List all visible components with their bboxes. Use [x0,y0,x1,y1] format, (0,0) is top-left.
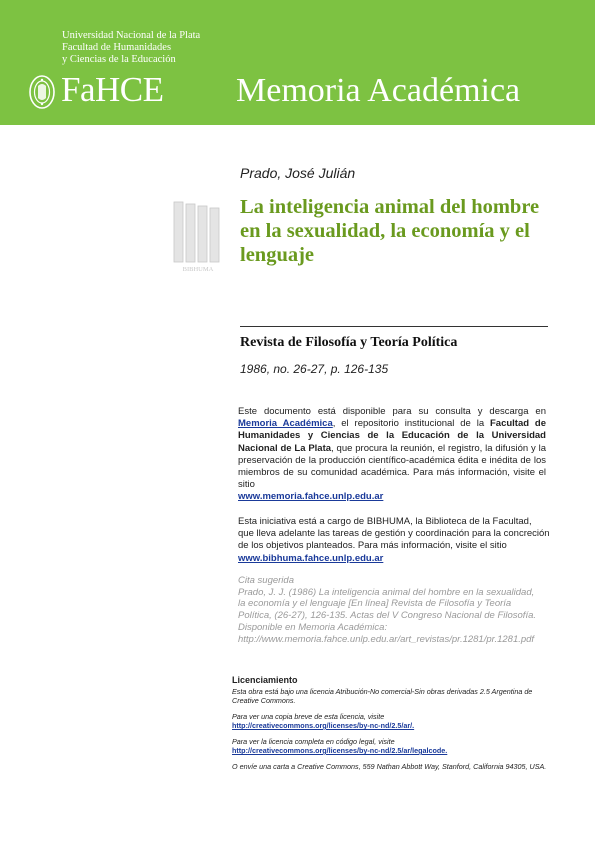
license-section [232,676,552,771]
faculty-name: Facultad de Humanidades y Ciencias de la Educación de la Universidad Nacional de La Plata [238,418,547,454]
availability-paragraph: Este documento está disponible para su consulta y descarga en Memoria Académica, el repositorio institucional de la Facultad de Humanidades y Ciencias de la Educación de la Universidad Nacional de La Plata, que procura la reunión, el registro, la difusión y la preservación de la producción científico-académica édita e inédita de los miembros de su comunidad académica. Para más información, visite el sitio www.memoria.fahce.unlp.edu.ar [238,406,547,503]
bibhuma-caption: BIBHUMA [182,266,214,273]
journal-name: Revista de Filosofía y Teoría Política [240,335,458,350]
repository-title: Memoria Académica [236,72,521,109]
license-short-text: Para ver una copia breve de esta licencia, visite [232,711,385,721]
citation-line: Disponible en Memoria Académica: [238,621,388,633]
faculty-line-2: y Ciencias de la Educación [62,54,176,65]
university-name [62,30,200,66]
citation-line: la economía y el lenguaje [En línea] Revista de Filosofía y Teoría [238,598,512,610]
memoria-url-link[interactable]: www.memoria.fahce.unlp.edu.ar [238,491,384,503]
faculty-line: Facultad de Humanidades [62,42,172,53]
license-text: Esta obra está bajo una licencia Atribución-No comercial-Sin obras derivadas 2.5 Argentina de Creative Commons. [232,686,533,705]
license-heading: Licenciamiento [232,675,298,685]
bibhuma-paragraph: Esta iniciativa está a cargo de BIBHUMA, la Biblioteca de la Facultad, que lleva adelante las tareas de gestión y coordinación para la concreción de los objetivos planteados. Para más información, visite el sitio www.bibhuma.fahce.unlp.edu.ar [238,516,550,564]
license-full-link[interactable]: http://creativecommons.org/licenses/by-nc-nd/2.5/ar/legalcode. [232,746,448,755]
license-full-text: Para ver la licencia completa en código legal, visite [232,736,395,746]
university-seal-icon [28,74,56,110]
university-line: Universidad Nacional de la Plata [62,30,201,41]
divider [240,326,548,327]
license-short-link[interactable]: http://creativecommons.org/licenses/by-nc-nd/2.5/ar/. [232,721,415,730]
citation-url[interactable]: http://www.memoria.fahce.unlp.edu.ar/art_revistas/pr.1281/pr.1281.pdf [238,633,535,645]
header-banner [0,0,595,125]
bibhuma-books-icon [168,200,228,275]
fahce-logo-text: FaHCE [61,70,164,109]
suggested-citation [238,575,558,645]
citation-line: Política, (26-27), 126-135. Actas del V Congreso Nacional de Filosofía. [238,610,537,622]
memoria-academica-link[interactable]: Memoria Académica [238,418,333,430]
license-address: O envíe una carta a Creative Commons, 559 Nathan Abbott Way, Stanford, California 94305, USA. [232,761,547,771]
citation-line: Prado, J. J. (1986) La inteligencia animal del hombre en la sexualidad, [238,586,535,598]
author-name: Prado, José Julián [240,165,356,181]
document-title: La inteligencia animal del hombre en la sexualidad, la economía y el lenguaje [240,196,540,266]
issue-info: 1986, no. 26-27, p. 126-135 [240,362,389,376]
bibhuma-url-link[interactable]: www.bibhuma.fahce.unlp.edu.ar [238,552,384,564]
citation-heading: Cita sugerida [238,575,294,586]
